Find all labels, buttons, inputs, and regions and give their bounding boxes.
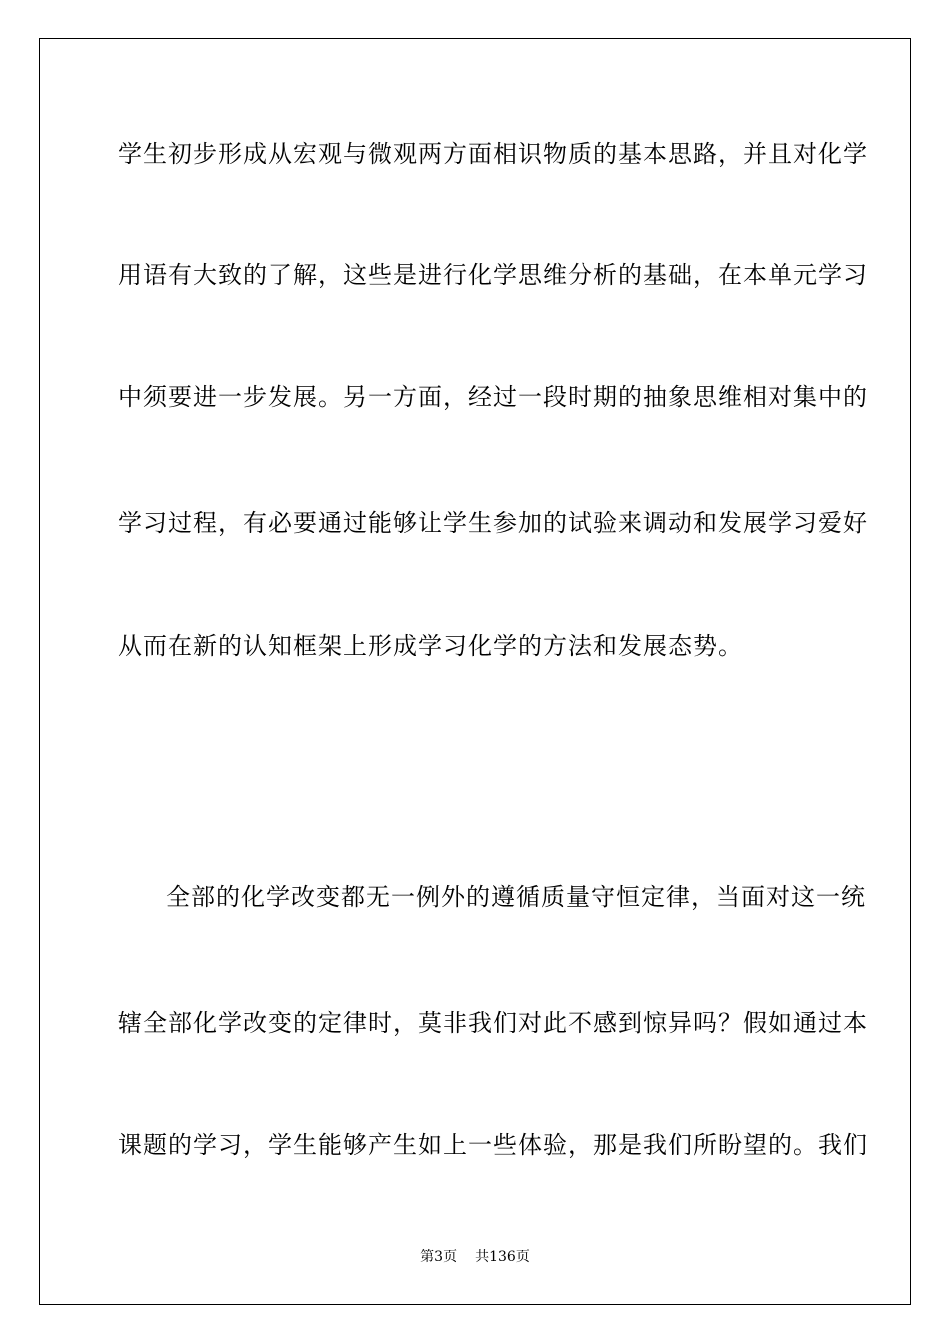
page-border [39,38,911,1305]
text-line: 中须要进一步发展。另一方面，经过一段时期的抽象思维相对集中的 [118,383,868,411]
page-number: 第3页 [420,1249,458,1265]
text-line: 学生初步形成从宏观与微观两方面相识物质的基本思路，并且对化学 [118,140,868,168]
total-pages: 共136页 [475,1249,530,1265]
page-footer [0,1248,950,1266]
text-line: 学习过程，有必要通过能够让学生参加的试验来调动和发展学习爱好 [118,509,868,537]
text-line: 辖全部化学改变的定律时，莫非我们对此不感到惊异吗？假如通过本 [118,1009,868,1037]
text-line: 从而在新的认知框架上形成学习化学的方法和发展态势。 [118,632,743,660]
text-line: 用语有大致的了解，这些是进行化学思维分析的基础，在本单元学习 [118,261,868,289]
text-line: 课题的学习，学生能够产生如上一些体验，那是我们所盼望的。我们 [118,1131,868,1159]
text-line: 全部的化学改变都无一例外的遵循质量守恒定律，当面对这一统 [166,883,866,911]
